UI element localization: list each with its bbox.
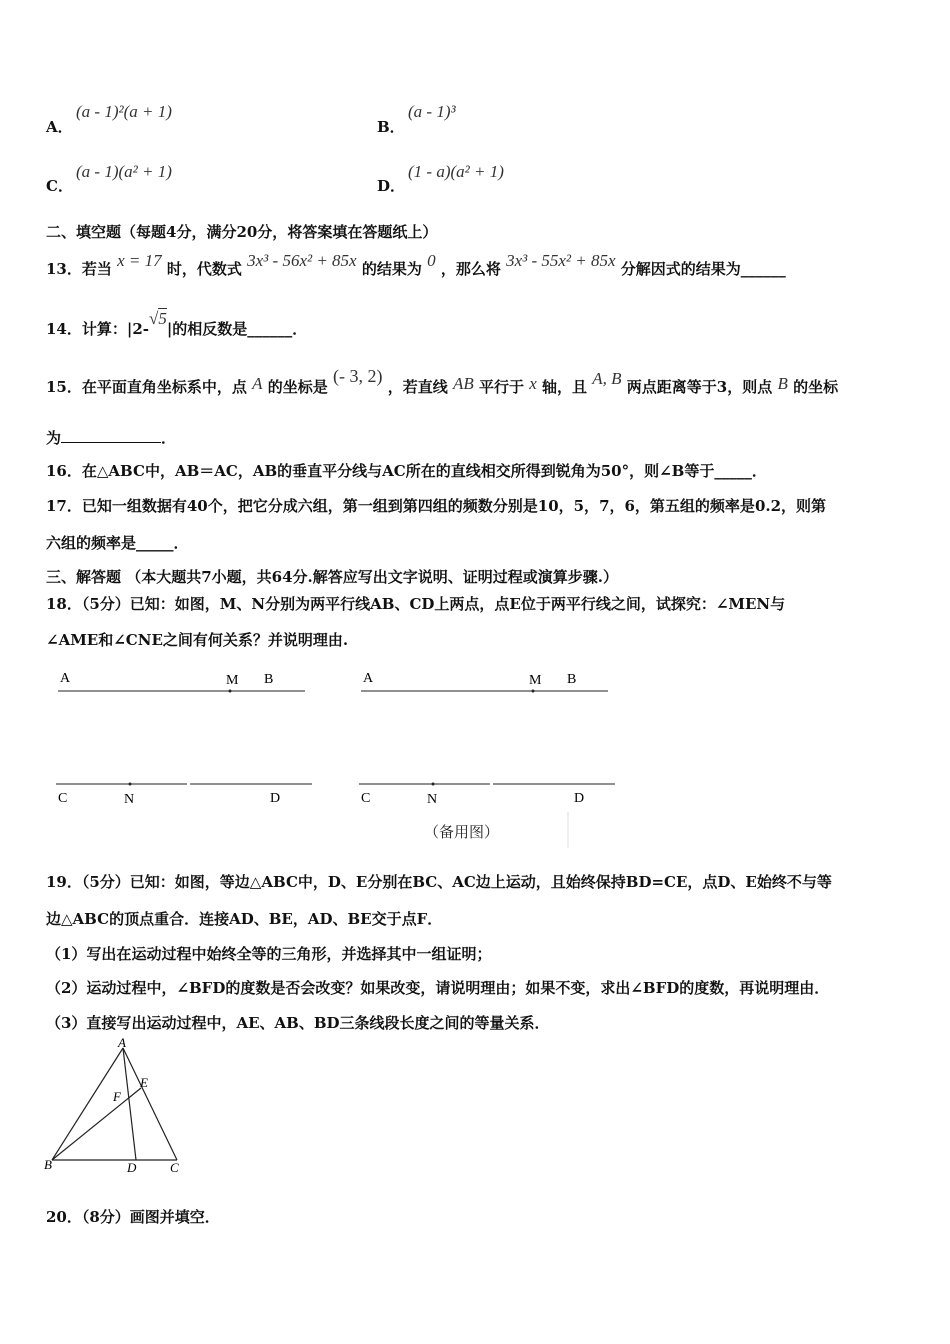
label-n: N — [124, 792, 135, 807]
question-16: 16．在△ABC中，AB＝AC，AB的垂直平分线与AC所在的直线相交所得到锐角为50°，则∠B等于_____． — [46, 462, 767, 480]
question-18-line1: 18．（5分）已知：如图，M、N分别为两平行线AB、CD上两点，点E位于两平行线之间，试探究：∠MEN与 — [46, 595, 786, 613]
question-20: 20．（8分）画图并填空． — [46, 1208, 220, 1226]
q15-text1: 在平面直角坐标系中，点 — [81, 378, 247, 396]
question-15-line2 — [46, 427, 176, 448]
q13-text4: ，那么将 — [440, 260, 501, 278]
point-m — [532, 690, 535, 693]
label-c: C — [58, 791, 68, 806]
label-b: B — [567, 672, 577, 687]
option-a-label: A． — [46, 118, 73, 136]
q13-zero: 0 — [427, 251, 436, 270]
section3-title: 三、解答题 （本大题共7小题，共64分.解答应写出文字说明、证明过程或演算步骤.） — [46, 568, 618, 586]
segment-ad — [123, 1048, 136, 1160]
q15-coord: (- 3, 2) — [333, 366, 383, 386]
label-c: C — [361, 791, 371, 806]
q15-line2b: ． — [161, 429, 177, 447]
q13-text3: 的结果为 — [361, 260, 422, 278]
label-f: F — [113, 1089, 121, 1104]
question-18-line2: ∠AME和∠CNE之间有何关系？并说明理由. — [46, 631, 349, 649]
q14-num: 14． — [46, 320, 82, 338]
q15-text7: 的坐标 — [793, 378, 839, 396]
label-a: A — [363, 671, 374, 686]
option-c-expr: (a - 1)(a² + 1) — [76, 162, 172, 181]
option-c-label: C． — [46, 177, 73, 195]
q15-text2: 的坐标是 — [267, 378, 328, 396]
side-ab — [52, 1048, 123, 1160]
q15-text4: 平行于 — [478, 378, 524, 396]
option-d-expr: (1 - a)(a² + 1) — [408, 162, 504, 181]
q15-text6: 两点距离等于3，则点 — [626, 378, 773, 396]
label-d: D — [270, 791, 281, 806]
q13-text5: 分解因式的结果为______ — [620, 260, 786, 278]
question-14 — [46, 309, 308, 339]
question-15 — [46, 366, 839, 397]
question-17-line1: 17．已知一组数据有40个，把它分成六组，第一组到第四组的频数分别是10，5，7，6，第五组的频率是0.2，则第 — [46, 497, 827, 515]
q15-text3: ，若直线 — [387, 378, 448, 396]
q15-ab2: A, B — [592, 369, 622, 388]
q14-text1: 计算：|2- — [81, 320, 149, 338]
q13-num: 13． — [46, 260, 82, 278]
label-b: B — [44, 1157, 52, 1172]
backup-figure-caption: （备用图） — [424, 823, 500, 841]
label-m: M — [529, 673, 542, 688]
answer-blank — [61, 441, 161, 443]
q13-expr1: 3x³ - 56x² + 85x — [247, 251, 357, 270]
q15-x: x — [529, 374, 537, 393]
segment-be — [52, 1088, 141, 1160]
question-19-part1: （1）写出在运动过程中始终全等的三角形，并选择其中一组证明； — [46, 945, 492, 963]
question-19-line2: 边△ABC的顶点重合．连接AD、BE，AD、BE交于点F． — [46, 910, 443, 928]
q13-text1: 若当 — [81, 260, 112, 278]
q15-ab: AB — [452, 374, 474, 393]
option-d-label: D． — [377, 177, 406, 195]
side-ac — [123, 1048, 177, 1160]
q13-expr2: 3x³ - 55x² + 85x — [506, 251, 616, 270]
q15-point-b: B — [777, 374, 788, 393]
label-a: A — [118, 1035, 126, 1050]
section2-title: 二、填空题（每题4分，满分20分，将答案填在答题纸上） — [46, 223, 438, 241]
question-19-part2: （2）运动过程中，∠BFD的度数是否会改变？如果改变，请说明理由；如果不变，求出∠BFD的度数，再说明理由． — [46, 979, 830, 997]
point-n — [432, 783, 435, 786]
q15-line2a: 为 — [46, 429, 62, 447]
label-b: B — [264, 672, 274, 687]
q18-figure-1 — [56, 671, 312, 807]
q13-cond: x = 17 — [117, 251, 162, 270]
question-17-line2: 六组的频率是_____． — [46, 534, 189, 552]
point-n — [129, 783, 132, 786]
sqrt-symbol: √5 — [149, 309, 167, 328]
label-d: D — [127, 1160, 137, 1175]
q15-num: 15． — [46, 378, 82, 396]
q19-triangle-figure — [40, 1035, 200, 1180]
question-19-part3: （3）直接写出运动过程中，AE、AB、BD三条线段长度之间的等量关系． — [46, 1014, 550, 1032]
label-m: M — [226, 673, 239, 688]
option-b-expr: (a - 1)³ — [408, 102, 456, 121]
q14-sqrt: 5 — [158, 309, 167, 328]
q14-text2: |的相反数是______． — [166, 320, 308, 338]
label-n: N — [427, 792, 438, 807]
label-a: A — [60, 671, 71, 686]
q15-point-a: A — [252, 374, 263, 393]
option-a-expr: (a - 1)²(a + 1) — [76, 102, 172, 121]
question-13 — [46, 251, 786, 279]
q18-figures — [0, 660, 640, 850]
option-b-label: B． — [377, 118, 405, 136]
label-e: E — [140, 1075, 148, 1090]
label-c: C — [170, 1160, 179, 1175]
q15-text5: 轴，且 — [542, 378, 588, 396]
question-19-line1: 19．（5分）已知：如图，等边△ABC中，D、E分别在BC、AC边上运动，且始终保持BD=CE，点D、E始终不与等 — [46, 873, 832, 891]
label-d: D — [574, 791, 585, 806]
q13-text2: 时，代数式 — [166, 260, 242, 278]
point-m — [229, 690, 232, 693]
